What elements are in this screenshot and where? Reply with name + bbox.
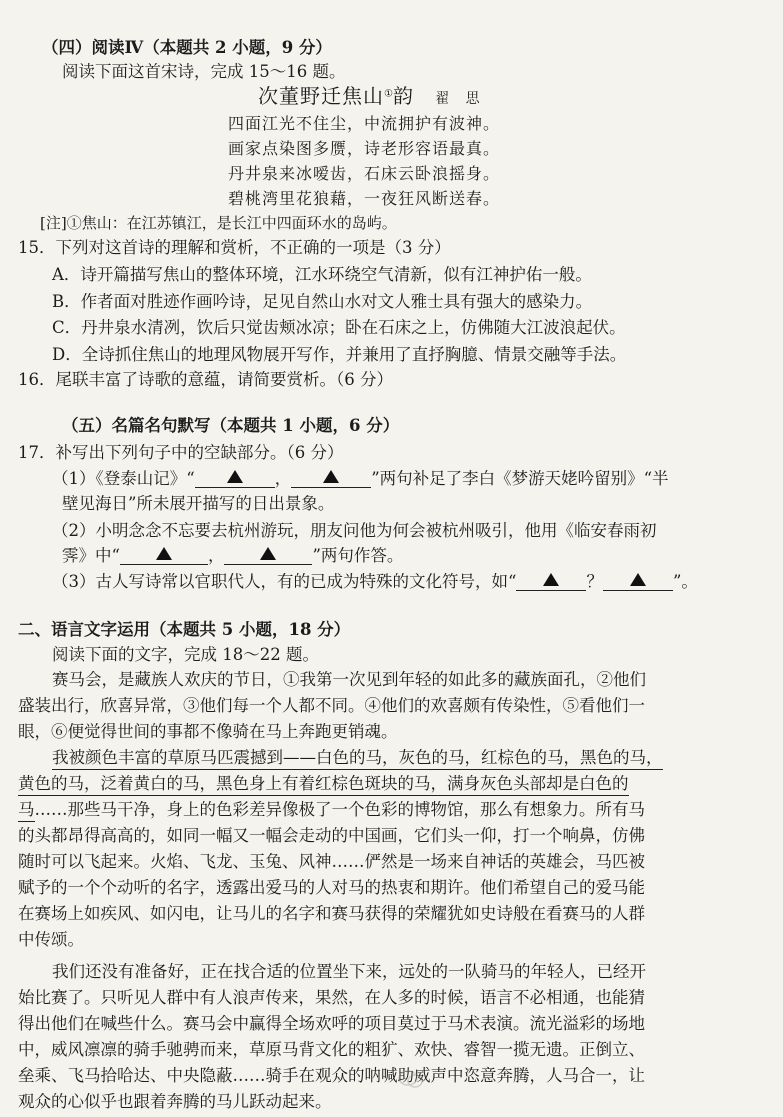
poem-line: 丹井泉来冰嗳齿，石床云卧浪摇身。 xyxy=(228,164,501,183)
section4-heading: （四）阅读Ⅳ（本题共 2 小题，9 分） xyxy=(42,38,332,57)
passage-line: 观众的心似乎也跟着奔腾的马儿跃动起来。 xyxy=(18,1092,332,1111)
passage-line: 中传颂。 xyxy=(18,930,84,949)
q17-part1-line2: 壁见海日”所未展开描写的日出景象。 xyxy=(62,494,335,513)
passage-line: 我们还没有准备好，正在找合适的位置坐下来，远处的一队骑马的年轻人，已经开 xyxy=(52,962,646,981)
underlined-text: 黄色的马，泛着黄白的马，黑色身上有着红棕色斑块的马，满身灰色头部却是白色的 xyxy=(18,774,629,796)
blank-triangle-icon xyxy=(323,470,339,483)
q17-p2-blank-1[interactable] xyxy=(120,546,208,565)
blank-triangle-icon xyxy=(260,547,276,560)
q17-p1-text-b: ”两句补足了李白《梦游天姥吟留别》“半 xyxy=(371,469,669,488)
q17-part1-line1 xyxy=(52,469,669,489)
q17-part2-line2 xyxy=(62,546,403,566)
passage-underlined-line xyxy=(18,774,629,794)
q17-p3-blank-2[interactable] xyxy=(603,572,673,591)
poem-note: [注]①焦山：在江苏镇江，是长江中四面环水的岛屿。 xyxy=(40,214,397,232)
poem-author: 翟 思 xyxy=(435,91,486,107)
watermark-logo-icon xyxy=(398,1068,424,1090)
q17-p2-blank-2[interactable] xyxy=(224,546,312,565)
passage-underlined-line xyxy=(52,748,663,768)
section2-heading: 二、语言文字运用（本题共 5 小题，18 分） xyxy=(18,620,351,639)
q17-p3-blank-1[interactable] xyxy=(516,572,586,591)
passage-line: 眼，⑥便觉得世间的事都不像骑在马上奔跑更销魂。 xyxy=(18,722,398,741)
passage-line: 的头都昂得高高的，如同一幅又一幅会走动的中国画，它们头一仰，打一个响鼻，仿佛 xyxy=(18,826,645,845)
passage-text: ……那些马干净，身上的色彩差异像极了一个色彩的博物馆，那么有想象力。所有马 xyxy=(34,800,645,819)
q17-p1-blank-1[interactable] xyxy=(195,469,275,488)
q17-p1-blank-2[interactable] xyxy=(291,469,371,488)
q17-p2-text-c: ”两句作答。 xyxy=(312,546,404,565)
q17-p2-comma: ， xyxy=(207,546,225,565)
q17-p2-text-b: 霁》中“ xyxy=(62,546,120,565)
q17-p1-comma: ， xyxy=(274,469,292,488)
q17-stem: 17．补写出下列句子中的空缺部分。（6 分） xyxy=(18,443,344,462)
q17-p3-text-a: （3）古人写诗常以官职代人，有的已成为特殊的文化符号，如“ xyxy=(52,572,517,591)
q15-option-d: D．全诗抓住焦山的地理风物展开写作，并兼用了直抒胸臆、情景交融等手法。 xyxy=(52,345,627,364)
passage-line: 得出他们在喊些什么。赛马会中赢得全场欢呼的项目莫过于马术表演。流光溢彩的场地 xyxy=(18,1014,645,1033)
q16-stem: 16．尾联丰富了诗歌的意蕴，请简要赏析。（6 分） xyxy=(18,370,393,389)
passage-mixed-line xyxy=(18,800,645,820)
passage-line: 始比赛了。只听见人群中有人浪声传来，果然，在人多的时候，语言不必相通，也能猜 xyxy=(18,988,645,1007)
section5-heading: （五）名篇名句默写（本题共 1 小题，6 分） xyxy=(62,416,400,435)
blank-triangle-icon xyxy=(227,470,243,483)
poem-title-note-mark: ① xyxy=(384,88,393,100)
q15-option-c: C．丹井泉水清冽，饮后只觉齿颊冰凉；卧在石床之上，仿佛随大江波浪起伏。 xyxy=(52,318,626,337)
passage-line: 中，威风凛凛的骑手驰骋而来，草原马背文化的粗犷、欢快、睿智一揽无遗。正倒立、 xyxy=(18,1040,645,1059)
poem-line: 碧桃湾里花狼藉，一夜狂风断送春。 xyxy=(228,189,501,208)
passage-line: 赛马会，是藏族人欢庆的节日，①我第一次见到年轻的如此多的藏族面孔，②他们 xyxy=(52,670,646,689)
q17-p3-question-mark: ？ xyxy=(586,572,603,591)
passage-line: 垒乘、飞马拾哈达、中央隐蔽……骑手在观众的呐喊助威声中恣意奔腾，人马合一，让 xyxy=(18,1066,645,1085)
passage-line: 随时可以飞起来。火焰、飞龙、玉兔、风神……俨然是一场来自神话的英雄会，马匹被 xyxy=(18,852,645,871)
blank-triangle-icon xyxy=(630,573,646,586)
q17-part3-line xyxy=(52,572,698,592)
q17-part2-line1: （2）小明念念不忘要去杭州游玩，朋友问他为何会被杭州吸引，他用《临安春雨初 xyxy=(52,521,657,540)
poem-line: 四面江光不住尘，中流拥护有波神。 xyxy=(228,114,501,133)
passage-line: 赋予的一个个动听的名字，透露出爱马的人对马的热衷和期许。他们希望自己的爱马能 xyxy=(18,878,645,897)
q15-option-b: B．作者面对胜迹作画吟诗，足见自然山水对文人雅士具有强大的感染力。 xyxy=(52,292,593,311)
section4-intro: 阅读下面这首宋诗，完成 15～16 题。 xyxy=(62,62,346,81)
q17-p1-text-a: （1）《登泰山记》“ xyxy=(52,469,195,488)
section2-intro: 阅读下面的文字，完成 18～22 题。 xyxy=(52,645,319,664)
passage-line: 盛装出行，欣喜异常，③他们每一个人都不同。④他们的欢喜颇有传染性，⑤看他们一 xyxy=(18,696,645,715)
underlined-text: 马 xyxy=(18,800,35,822)
poem-title-line xyxy=(258,86,486,109)
poem-title-end: 韵 xyxy=(392,84,414,108)
q15-stem: 15．下列对这首诗的理解和赏析，不正确的一项是（3 分） xyxy=(18,238,451,257)
poem-title: 次董野迁焦山 xyxy=(258,84,384,108)
blank-triangle-icon xyxy=(156,547,172,560)
blank-triangle-icon xyxy=(543,573,559,586)
q15-option-a: A．诗开篇描写焦山的整体环境，江水环绕空气清新，似有江神护佑一般。 xyxy=(52,265,592,284)
underlined-text: 我被颜色丰富的草原马匹震撼到——白色的马，灰色的马，红棕色的马，黑色的马， xyxy=(52,748,663,770)
q17-p3-end: ”。 xyxy=(672,572,698,591)
poem-line: 画家点染图多赝，诗老形容语最真。 xyxy=(228,139,501,158)
passage-line: 在赛场上如疾风、如闪电，让马儿的名字和赛马获得的荣耀犹如史诗般在看赛马的人群 xyxy=(18,904,645,923)
